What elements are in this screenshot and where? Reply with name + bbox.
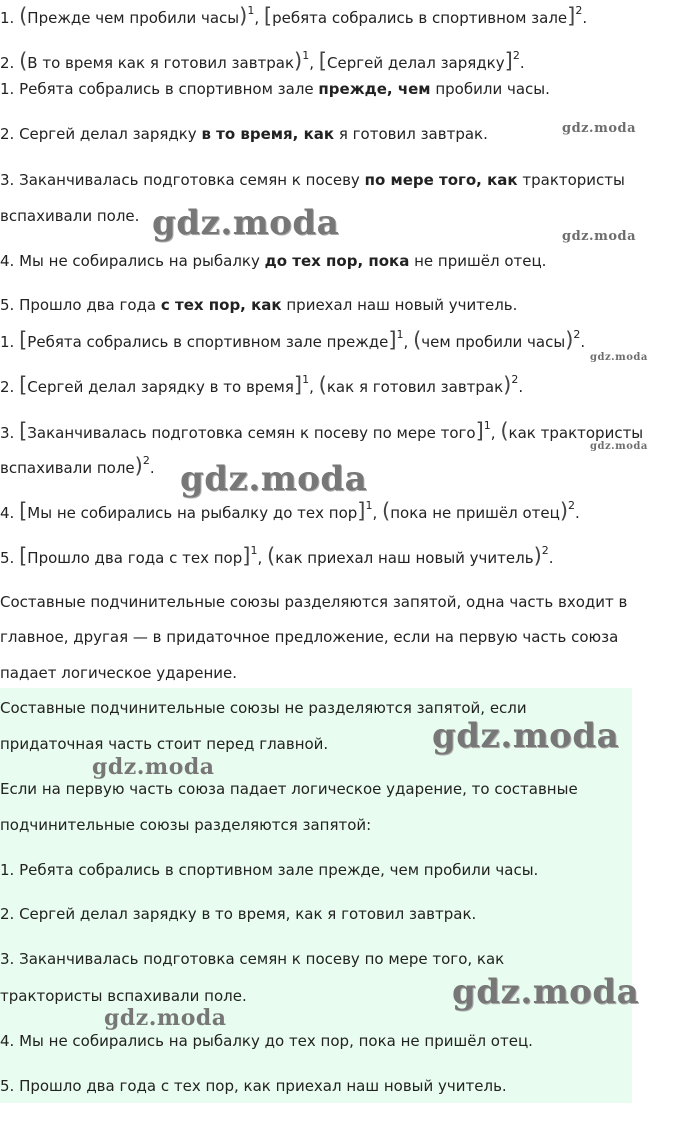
scheme-bottom-3: 3. [Заканчивалась подготовка семян к посеву по мере того]$^1$, (как трактористы — [0, 419, 644, 443]
watermark: gdz.moda — [562, 229, 637, 244]
watermark: gdz.moda — [590, 441, 648, 452]
green-line-7: 3. Заканчивалась подготовка семян к посеву по мере того, как — [0, 950, 505, 968]
rule-line-2: главное, другая — в придаточное предложение, если на первую часть союза — [0, 628, 619, 646]
green-line-4: подчинительные союзы разделяются запятой: — [0, 816, 372, 834]
scheme-bottom-3-cont: вспахивали поле)$^2$. — [0, 454, 155, 478]
sentence-2: 2. Сергей делал зарядку в то время, как я готовил завтрак. — [0, 125, 488, 143]
watermark: gdz.moda — [180, 459, 368, 499]
scheme-bottom-2: 2. [Сергей делал зарядку в то время]$^1$, (как я готовил завтрак)$^2$. — [0, 373, 524, 397]
green-line-1: Составные подчинительные союзы не разделяются запятой, если — [0, 699, 527, 717]
scheme-top-2: 2. (В то время как я готовил завтрак)$^1$, [Сергей делал зарядку]$^2$. — [0, 49, 525, 73]
sentence-1: 1. Ребята собрались в спортивном зале прежде, чем пробили часы. — [0, 80, 550, 98]
scheme-bottom-4: 4. [Мы не собирались на рыбалку до тех пор]$^1$, (пока не пришёл отец)$^2$. — [0, 499, 580, 523]
scheme-bottom-5: 5. [Прошло два года с тех пор]$^1$, (как приехал наш новый учитель)$^2$. — [0, 544, 554, 568]
green-line-5: 1. Ребята собрались в спортивном зале прежде, чем пробили часы. — [0, 861, 539, 879]
watermark: gdz.moda — [104, 1005, 227, 1031]
scheme-top-1: 1. (Прежде чем пробили часы)$^1$, [ребята собрались в спортивном зале]$^2$. — [0, 4, 588, 28]
rule-line-3: падает логическое ударение. — [0, 664, 238, 682]
watermark: gdz.moda — [152, 203, 340, 243]
green-line-2: придаточная часть стоит перед главной. — [0, 735, 329, 753]
sentence-3-cont: вспахивали поле. — [0, 207, 140, 225]
green-line-3: Если на первую часть союза падает логическое ударение, то составные — [0, 780, 578, 798]
green-line-9: 4. Мы не собирались на рыбалку до тех пор, пока не пришёл отец. — [0, 1032, 533, 1050]
rule-line-1: Составные подчинительные союзы разделяются запятой, одна часть входит в — [0, 593, 628, 611]
green-line-10: 5. Прошло два года с тех пор, как приехал наш новый учитель. — [0, 1077, 507, 1095]
watermark: gdz.moda — [590, 352, 648, 363]
green-line-6: 2. Сергей делал зарядку в то время, как я готовил завтрак. — [0, 905, 477, 923]
watermark: gdz.moda — [92, 754, 215, 780]
scheme-bottom-1: 1. [Ребята собрались в спортивном зале прежде]$^1$, (чем пробили часы)$^2$. — [0, 328, 586, 352]
watermark: gdz.moda — [432, 716, 620, 756]
watermark: gdz.moda — [562, 121, 637, 136]
green-line-8: трактористы вспахивали поле. — [0, 987, 247, 1005]
sentence-4: 4. Мы не собирались на рыбалку до тех пор, пока не пришёл отец. — [0, 252, 547, 270]
sentence-5: 5. Прошло два года с тех пор, как приехал наш новый учитель. — [0, 296, 518, 314]
watermark: gdz.moda — [452, 972, 640, 1012]
sentence-3: 3. Заканчивалась подготовка семян к посеву по мере того, как трактористы — [0, 171, 625, 189]
